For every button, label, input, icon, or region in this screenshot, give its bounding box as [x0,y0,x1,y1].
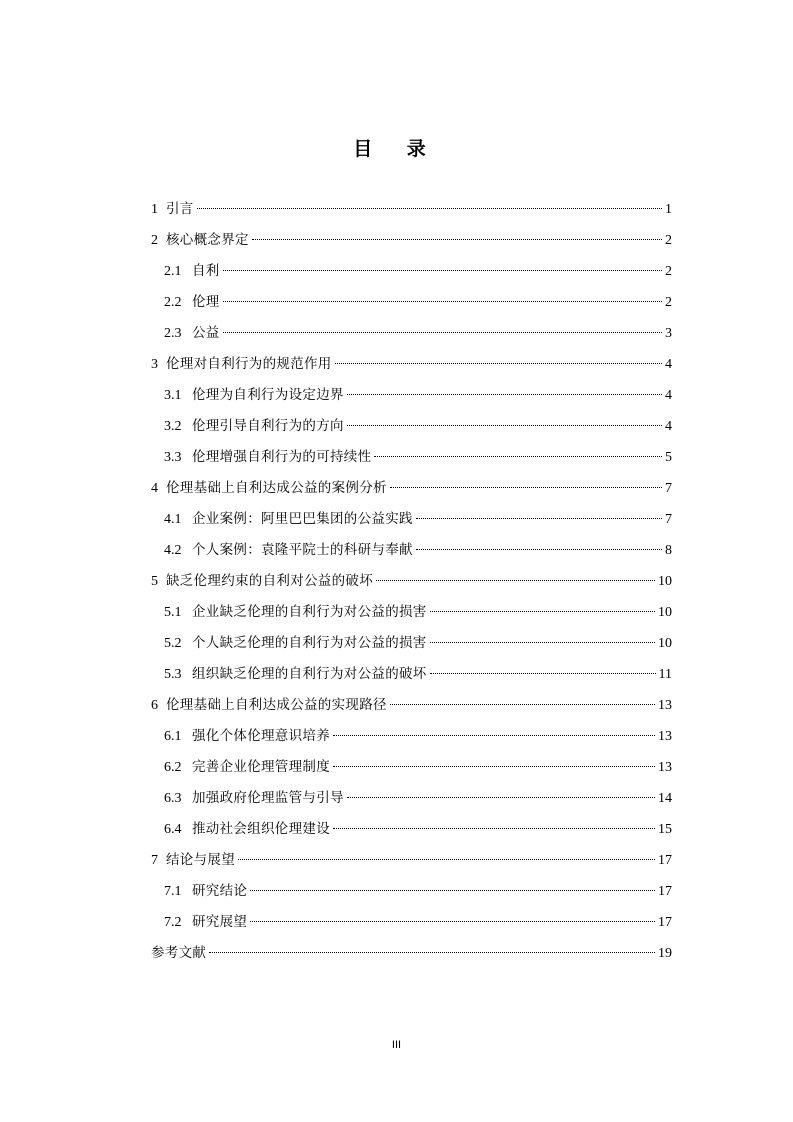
toc-entry-label: 缺乏伦理约束的自利对公益的破坏 [166,573,373,589]
toc-title: 目 录 [353,138,440,160]
toc-entry[interactable] [151,318,672,349]
dot-leader [333,828,655,829]
toc-entry-number: 7.2 [164,915,182,930]
toc-entry-page: 4 [665,388,672,403]
dot-leader [250,890,655,891]
toc-entry-number: 6.2 [164,760,182,775]
dot-leader [335,363,662,364]
toc-entry-number: 3.2 [164,419,182,434]
toc-entry-page: 4 [665,419,672,434]
toc-entry-number: 5.3 [164,667,182,682]
dot-leader [390,704,655,705]
toc-entry-number: 4 [151,481,158,496]
dot-leader [333,735,655,736]
toc-entry[interactable] [151,907,672,938]
toc-entry-page: 17 [658,853,672,868]
toc-entry-label: 伦理 [192,294,220,310]
toc-entry[interactable] [151,597,672,628]
toc-entry-label: 公益 [192,325,220,341]
toc-entry-label: 企业缺乏伦理的自利行为对公益的损害 [192,604,427,620]
dot-leader [376,580,655,581]
dot-leader [197,208,662,209]
toc-entry[interactable] [151,287,672,318]
toc-entry-page: 7 [665,481,672,496]
toc-entry[interactable] [151,659,672,690]
toc-entry-label: 伦理为自利行为设定边界 [192,387,344,403]
toc-entry[interactable] [151,938,672,969]
toc-entry-label: 研究展望 [192,914,248,930]
toc-entry-label: 企业案例：阿里巴巴集团的公益实践 [192,511,413,527]
toc-entry[interactable] [151,256,672,287]
toc-entry-number: 4.2 [164,543,182,558]
toc-entry-label: 自利 [192,263,220,279]
dot-leader [347,797,655,798]
toc-entry[interactable] [151,411,672,442]
toc-entry-number: 2.2 [164,295,182,310]
toc-entry[interactable] [151,721,672,752]
toc-entry-label: 组织缺乏伦理的自利行为对公益的破坏 [192,666,427,682]
toc-entry-number: 7.1 [164,884,182,899]
toc-entry-page: 15 [658,822,672,837]
toc-entry-page: 7 [665,512,672,527]
toc-entry-number: 6.3 [164,791,182,806]
dot-leader [430,611,655,612]
toc-entry-page: 5 [665,450,672,465]
toc-entry-number: 5 [151,574,158,589]
dot-leader [223,332,662,333]
toc-entry-page: 19 [658,946,672,961]
toc-entry-label: 加强政府伦理监管与引导 [192,790,344,806]
dot-leader [250,921,655,922]
toc-entry-number: 2.3 [164,326,182,341]
toc-entry-page: 2 [665,264,672,279]
toc-entry-number: 5.1 [164,605,182,620]
toc-entry-page: 13 [658,729,672,744]
toc-entry[interactable] [151,566,672,597]
toc-entry-label: 伦理基础上自利达成公益的案例分析 [166,480,387,496]
dot-leader [390,487,662,488]
toc-entry-number: 3.3 [164,450,182,465]
toc-entry-label: 参考文献 [151,945,207,961]
toc-entry-label: 个人缺乏伦理的自利行为对公益的损害 [192,635,427,651]
toc-entry-number: 4.1 [164,512,182,527]
toc-entry[interactable] [151,380,672,411]
toc-entry-label: 伦理对自利行为的规范作用 [166,356,332,372]
toc-entry[interactable] [151,783,672,814]
toc-entry-page: 13 [658,698,672,713]
toc-entry-number: 6 [151,698,158,713]
toc-entry-label: 伦理基础上自利达成公益的实现路径 [166,697,387,713]
toc-entry-label: 强化个体伦理意识培养 [192,728,330,744]
toc-entry[interactable] [151,504,672,535]
dot-leader [238,859,655,860]
toc-entry-page: 11 [658,667,672,682]
toc-entry-page: 10 [658,636,672,651]
toc-entry-page: 4 [665,357,672,372]
toc-entry[interactable] [151,194,672,225]
toc-entry[interactable] [151,349,672,380]
dot-leader [416,518,662,519]
toc-entry-label: 伦理引导自利行为的方向 [192,418,344,434]
toc-entry[interactable] [151,752,672,783]
toc-entry-label: 核心概念界定 [166,232,249,248]
dot-leader [347,394,662,395]
toc-entry-label: 完善企业伦理管理制度 [192,759,330,775]
toc-entry-label: 个人案例：袁隆平院士的科研与奉献 [192,542,413,558]
toc-entry[interactable] [151,442,672,473]
dot-leader [223,270,662,271]
toc-entry-page: 2 [665,295,672,310]
dot-leader [209,952,655,953]
toc-entry-number: 2.1 [164,264,182,279]
toc-entry-number: 5.2 [164,636,182,651]
toc-entry-label: 伦理增强自利行为的可持续性 [192,449,372,465]
toc-entry-number: 2 [151,233,158,248]
toc-entry-page: 8 [665,543,672,558]
toc-entry[interactable] [151,690,672,721]
toc-entry-number: 6.1 [164,729,182,744]
dot-leader [223,301,662,302]
toc-entry-number: 3.1 [164,388,182,403]
toc-entry-label: 研究结论 [192,883,248,899]
dot-leader [333,766,655,767]
toc-entry-number: 6.4 [164,822,182,837]
toc-entry-number: 7 [151,853,158,868]
toc-entry-page: 10 [658,605,672,620]
toc-entry[interactable] [151,814,672,845]
toc-entry-number: 1 [151,202,158,217]
dot-leader [430,642,655,643]
toc-entry-page: 17 [658,884,672,899]
dot-leader [347,425,662,426]
dot-leader [252,239,662,240]
toc-entry[interactable] [151,225,672,256]
toc-entry[interactable] [151,876,672,907]
toc-entry-page: 17 [658,915,672,930]
toc-entry[interactable] [151,473,672,504]
dot-leader [374,456,662,457]
toc-entry-page: 14 [658,791,672,806]
toc-entry-number: 3 [151,357,158,372]
toc-entry-page: 1 [665,202,672,217]
page-number: III [391,1039,402,1051]
toc-entry[interactable] [151,845,672,876]
toc-entry-label: 推动社会组织伦理建设 [192,821,330,837]
dot-leader [430,673,656,674]
dot-leader [416,549,662,550]
toc-list [151,194,672,969]
toc-entry-page: 13 [658,760,672,775]
toc-entry-label: 引言 [166,201,194,217]
toc-entry-page: 10 [658,574,672,589]
toc-entry-page: 2 [665,233,672,248]
toc-entry-label: 结论与展望 [166,852,235,868]
toc-entry[interactable] [151,535,672,566]
toc-entry-page: 3 [665,326,672,341]
toc-entry[interactable] [151,628,672,659]
